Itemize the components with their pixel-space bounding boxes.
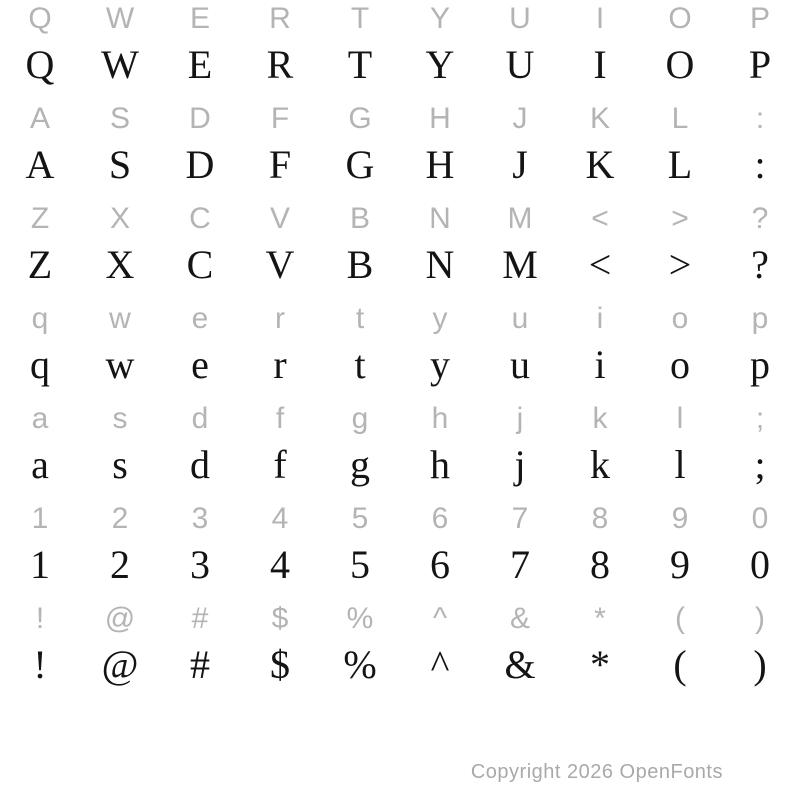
reference-row [0,100,800,138]
specimen-glyph: t [354,342,366,387]
reference-row [0,600,800,638]
specimen-glyph: ) [753,642,767,687]
specimen-glyph: N [425,242,455,287]
specimen-glyph: # [190,642,210,687]
specimen-glyph: Y [425,42,455,87]
reference-glyph: ( [675,602,685,635]
specimen-glyph: O [665,42,695,87]
specimen-glyph: < [588,242,612,287]
reference-glyph: Z [30,202,50,235]
reference-glyph: I [595,2,605,35]
specimen-glyph: U [505,42,535,87]
specimen-glyph: d [190,442,210,487]
specimen-glyph: ! [33,642,47,687]
reference-glyph: L [671,102,689,135]
reference-glyph: 5 [351,502,369,535]
reference-glyph: ^ [432,602,448,635]
specimen-row [0,38,800,92]
specimen-glyph: B [346,242,374,287]
specimen-glyph: 5 [350,542,370,587]
reference-glyph: F [270,102,290,135]
specimen-glyph: $ [270,642,290,687]
specimen-glyph: % [343,642,377,687]
reference-glyph: y [432,302,448,335]
specimen-glyph: i [594,342,606,387]
specimen-glyph: Z [27,242,53,287]
specimen-row [0,538,800,592]
specimen-glyph: X [105,242,135,287]
reference-glyph: l [676,402,684,435]
specimen-glyph: w [105,342,135,387]
reference-glyph: V [269,202,290,235]
reference-glyph: o [671,302,689,335]
specimen-glyph: L [667,142,693,187]
reference-glyph: J [512,102,528,135]
reference-glyph: G [348,102,372,135]
specimen-glyph: A [25,142,55,187]
reference-glyph: K [589,102,610,135]
specimen-glyph: o [670,342,690,387]
reference-glyph: i [596,302,604,335]
reference-glyph: 3 [191,502,209,535]
reference-glyph: % [346,602,374,635]
reference-row [0,200,800,238]
specimen-glyph: R [266,42,294,87]
reference-glyph: h [431,402,449,435]
reference-row [0,0,800,38]
specimen-glyph: E [187,42,213,87]
specimen-row [0,438,800,492]
reference-glyph: 2 [111,502,129,535]
reference-glyph: 9 [671,502,689,535]
specimen-row [0,638,800,692]
reference-row [0,400,800,438]
reference-glyph: @ [104,602,136,635]
specimen-glyph: h [430,442,450,487]
specimen-glyph: s [112,442,128,487]
reference-glyph: u [511,302,529,335]
reference-glyph: t [355,302,365,335]
specimen-glyph: P [748,42,772,87]
reference-glyph: 0 [751,502,769,535]
specimen-glyph: F [268,142,292,187]
reference-glyph: & [509,602,530,635]
reference-glyph: E [189,2,210,35]
glyph-row-pair-uppercase-bottom-row [0,200,800,300]
specimen-glyph: : [754,142,766,187]
reference-glyph: D [189,102,211,135]
glyph-row-pair-uppercase-home-row [0,100,800,200]
glyph-row-pair-digits-row [0,500,800,600]
reference-glyph: : [755,102,765,135]
specimen-glyph: ( [673,642,687,687]
specimen-glyph: k [590,442,610,487]
reference-glyph: k [592,402,608,435]
reference-glyph: e [191,302,209,335]
specimen-glyph: p [750,342,770,387]
specimen-glyph: 8 [590,542,610,587]
specimen-glyph: @ [101,642,139,687]
specimen-glyph: 9 [670,542,690,587]
specimen-row [0,238,800,292]
reference-glyph: # [191,602,209,635]
specimen-row [0,338,800,392]
reference-glyph: W [105,2,135,35]
reference-glyph: > [671,202,689,235]
reference-glyph: ) [755,602,765,635]
specimen-glyph: M [502,242,538,287]
glyph-row-pair-lowercase-home-row [0,400,800,500]
specimen-glyph: e [191,342,209,387]
specimen-glyph: ? [751,242,769,287]
specimen-glyph: S [108,142,132,187]
specimen-glyph: l [674,442,686,487]
reference-glyph: 8 [591,502,609,535]
specimen-glyph: 2 [110,542,130,587]
specimen-glyph: Q [25,42,55,87]
reference-glyph: A [29,102,50,135]
reference-glyph: a [31,402,49,435]
specimen-glyph: 7 [510,542,530,587]
specimen-glyph: & [504,642,536,687]
reference-glyph: s [112,402,128,435]
reference-glyph: j [516,402,524,435]
specimen-glyph: J [512,142,528,187]
specimen-glyph: > [668,242,692,287]
reference-glyph: B [349,202,370,235]
specimen-glyph: W [101,42,139,87]
specimen-glyph: D [185,142,215,187]
specimen-glyph: g [350,442,370,487]
glyph-row-pair-symbols-row [0,600,800,700]
glyph-row-pair-lowercase-qwerty-row [0,300,800,400]
reference-glyph: d [191,402,209,435]
copyright-text: Copyright 2026 OpenFonts [470,761,723,783]
reference-glyph: T [350,2,370,35]
reference-glyph: 7 [511,502,529,535]
specimen-glyph: * [590,642,610,687]
reference-row [0,500,800,538]
reference-glyph: g [351,402,369,435]
reference-glyph: U [509,2,531,35]
specimen-glyph: ^ [430,642,450,687]
specimen-glyph: I [593,42,607,87]
reference-glyph: 1 [31,502,49,535]
reference-glyph: w [109,302,131,335]
reference-glyph: 6 [431,502,449,535]
reference-glyph: f [275,402,285,435]
reference-glyph: q [31,302,49,335]
specimen-row [0,138,800,192]
reference-glyph: 4 [271,502,289,535]
specimen-glyph: T [347,42,373,87]
specimen-glyph: G [345,142,375,187]
reference-glyph: ; [755,402,765,435]
glyph-row-pair-uppercase-qwerty-row [0,0,800,100]
reference-glyph: * [594,602,606,635]
reference-glyph: p [751,302,769,335]
reference-glyph: < [591,202,609,235]
reference-glyph: P [749,2,770,35]
specimen-glyph: a [31,442,49,487]
specimen-glyph: C [186,242,214,287]
reference-glyph: N [429,202,451,235]
reference-glyph: Y [429,2,450,35]
specimen-glyph: q [30,342,50,387]
reference-glyph: C [189,202,211,235]
reference-glyph: R [269,2,291,35]
specimen-glyph: 0 [750,542,770,587]
reference-glyph: M [507,202,533,235]
specimen-glyph: 1 [30,542,50,587]
specimen-glyph: 3 [190,542,210,587]
reference-glyph: H [429,102,451,135]
specimen-glyph: ; [754,442,766,487]
reference-glyph: ? [751,202,769,235]
specimen-glyph: K [585,142,615,187]
reference-glyph: $ [271,602,289,635]
specimen-glyph: f [273,442,287,487]
specimen-glyph: r [273,342,287,387]
specimen-glyph: H [425,142,455,187]
reference-row [0,300,800,338]
specimen-glyph: V [265,242,295,287]
reference-glyph: ! [35,602,45,635]
specimen-glyph: y [430,342,450,387]
specimen-glyph: j [514,442,526,487]
specimen-glyph: 4 [270,542,290,587]
reference-glyph: S [109,102,130,135]
reference-glyph: X [109,202,130,235]
specimen-glyph: 6 [430,542,450,587]
reference-glyph: r [275,302,285,335]
specimen-glyph: u [510,342,530,387]
reference-glyph: Q [28,2,52,35]
reference-glyph: O [668,2,692,35]
